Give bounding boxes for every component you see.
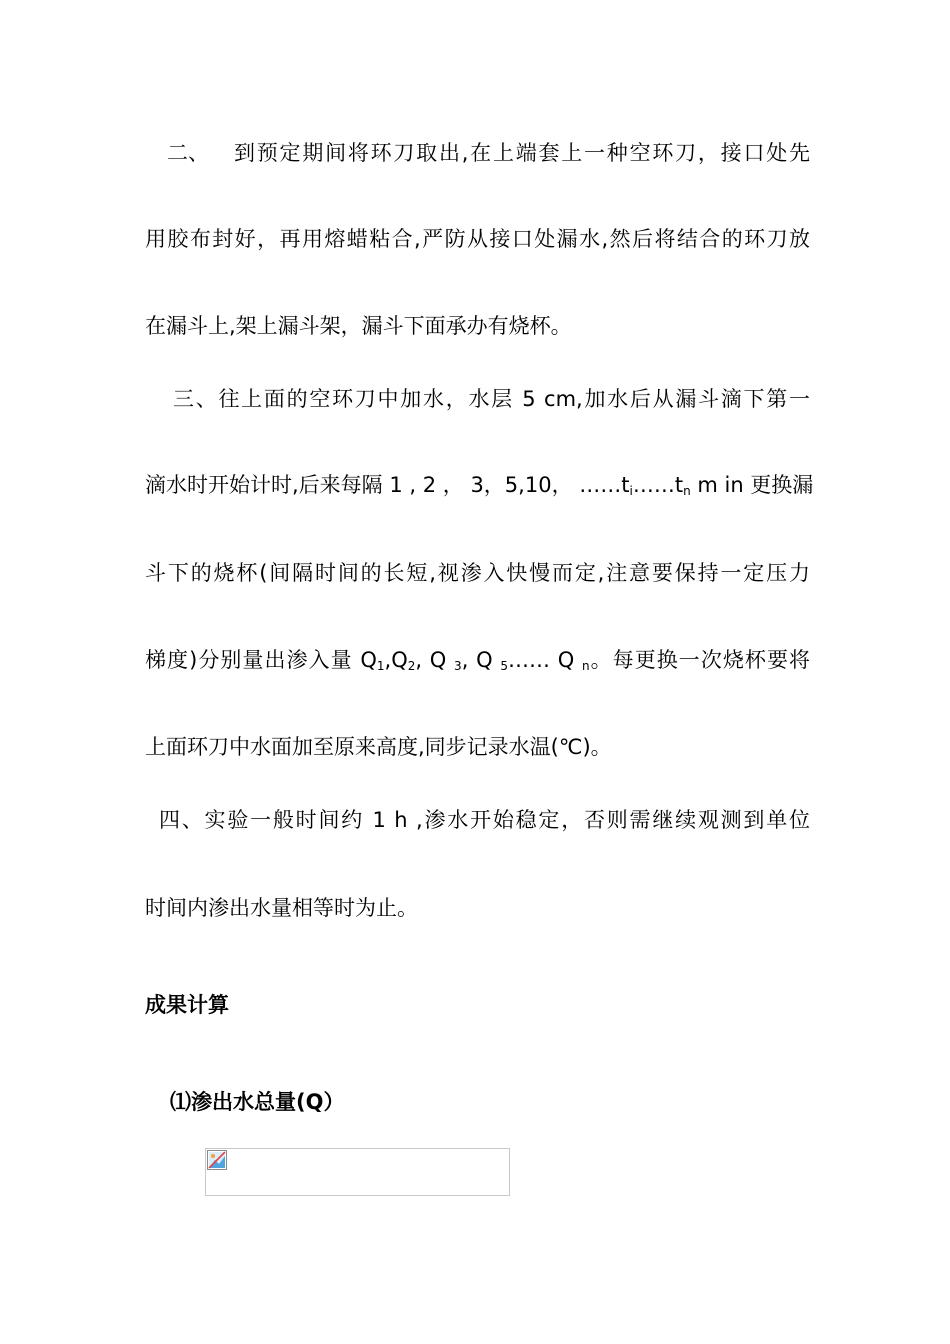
paragraph-4-line-2: 时间内渗出水量相等时为止。 [145,896,418,920]
paragraph-3-line-2 [145,471,814,499]
subscript-n: n [581,659,590,673]
paragraph-3-line-3: 斗下的烧杯(间隔时间的长短,视渗入快慢而定,注意要保持一定压力 [145,561,810,585]
subscript-n: n [683,484,691,498]
text-segment: , Q [461,648,501,672]
subscript-1: 1 [376,659,385,673]
text-segment: 滴水时开始计时,后来每隔 1 , 2 ， 3，5,10， ……t [145,473,630,497]
formula-image-placeholder [205,1148,510,1196]
paragraph-3-line-5: 上面环刀中水面加至原来高度,同步记录水温(℃)。 [145,735,612,759]
paragraph-2-line-3: 在漏斗上,架上漏斗架，漏斗下面承办有烧杯。 [145,314,572,338]
text-segment: 梯度)分别量出渗入量 Q [145,648,377,672]
paragraph-3-line-4 [145,646,810,674]
paragraph-2-text: 到预定期间将环刀取出,在上端套上一种空环刀，接口处先 [234,141,810,165]
paragraph-3-text-1: 三、往上面的空环刀中加水，水层 5 cm,加水后从漏斗滴下第一 [173,387,810,411]
subscript-i: i [629,484,633,498]
text-segment: ……t [632,473,684,497]
section-title: 成果计算 [145,993,229,1017]
paragraph-2-marker: 二、 [167,141,209,165]
text-segment: m in 更换漏 [690,473,814,497]
subscript-2: 2 [407,659,416,673]
subsection-title: ⑴渗出水总量(Q） [170,1090,345,1114]
text-segment: 。每更换一次烧杯要将 [589,648,811,672]
paragraph-2-line-2: 用胶布封好，再用熔蜡粘合,严防从接口处漏水,然后将结合的环刀放 [145,227,810,251]
text-segment: …… Q [507,648,582,672]
subscript-3: 3 [454,659,462,673]
subscript-5: 5 [500,659,508,673]
broken-image-icon [207,1150,227,1170]
text-segment: , Q [415,648,455,672]
paragraph-4-text-1: 四、实验一般时间约 1 h ,渗水开始稳定，否则需继续观测到单位 [159,808,810,832]
text-segment: ,Q [384,648,408,672]
